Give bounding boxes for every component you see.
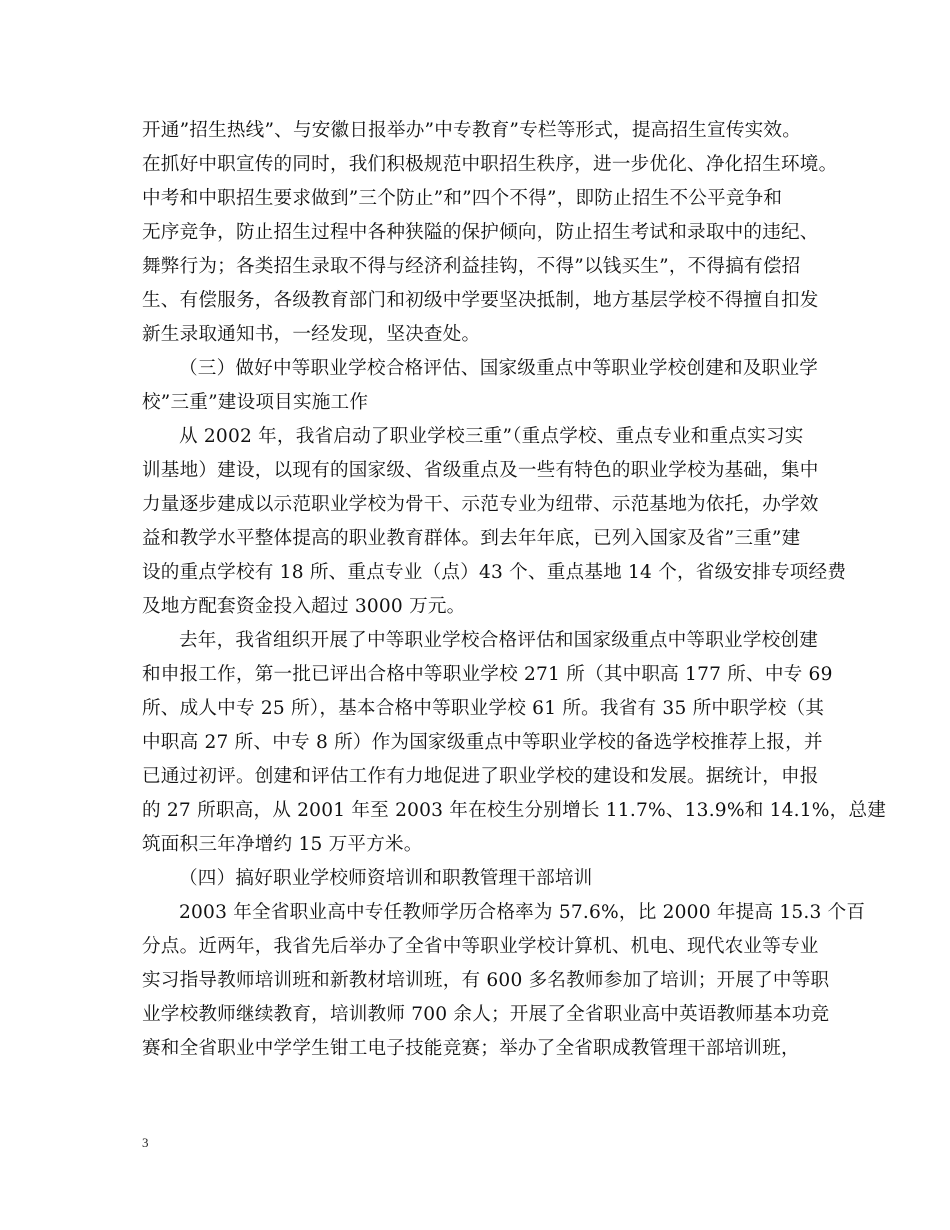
page-number: 3 xyxy=(142,1135,149,1150)
paragraph-line: 生、有偿服务，各级教育部门和初级中学要坚决抵制，地方基层学校不得擅自扣发 xyxy=(142,290,819,311)
paragraph-line: 训基地）建设，以现有的国家级、省级重点及一些有特色的职业学校为基础，集中 xyxy=(142,460,819,481)
paragraph-line: 已通过初评。创建和评估工作有力地促进了职业学校的建设和发展。据统计，申报 xyxy=(142,766,819,787)
paragraph-line: 从 2002 年，我省启动了职业学校三重”（重点学校、重点专业和重点实习实 xyxy=(179,426,804,447)
paragraph-line: 及地方配套资金投入超过 3000 万元。 xyxy=(142,596,466,617)
paragraph-line: 分点。近两年，我省先后举办了全省中等职业学校计算机、机电、现代农业等专业 xyxy=(142,936,819,957)
paragraph-line: 赛和全省职业中学学生钳工电子技能竞赛；举办了全省职成教管理干部培训班， xyxy=(142,1038,800,1059)
paragraph-line: 无序竞争，防止招生过程中各种狭隘的保护倾向，防止招生考试和录取中的违纪、 xyxy=(142,222,819,243)
paragraph-line: 新生录取通知书，一经发现，坚决查处。 xyxy=(142,324,481,345)
paragraph-line: 的 27 所职高，从 2001 年至 2003 年在校生分别增长 11.7%、13.9%和 14.1%，总建 xyxy=(142,800,887,821)
section-heading-3: （三）做好中等职业学校合格评估、国家级重点中等职业学校创建和及职业学 xyxy=(179,358,818,379)
paragraph-line: 去年，我省组织开展了中等职业学校合格评估和国家级重点中等职业学校创建 xyxy=(179,630,818,651)
paragraph-line: 在抓好中职宣传的同时，我们积极规范中职招生秩序，进一步优化、净化招生环境。 xyxy=(142,154,838,175)
paragraph-line: 舞弊行为；各类招生录取不得与经济利益挂钩，不得”以钱买生”，不得搞有偿招 xyxy=(142,256,801,277)
paragraph-line: 所、成人中专 25 所），基本合格中等职业学校 61 所。我省有 35 所中职学校（其 xyxy=(142,698,825,719)
paragraph-line: 实习指导教师培训班和新教材培训班，有 600 多名教师参加了培训；开展了中等职 xyxy=(142,970,830,991)
section-heading-4: （四）搞好职业学校师资培训和职教管理干部培训 xyxy=(179,868,593,889)
paragraph-line: 和申报工作，第一批已评出合格中等职业学校 271 所（其中职高 177 所、中专 69 xyxy=(142,664,833,685)
paragraph-line: 开通”招生热线”、与安徽日报举办”中专教育”专栏等形式，提高招生宣传实效。 xyxy=(142,120,802,141)
paragraph-line: 中职高 27 所、中专 8 所）作为国家级重点中等职业学校的备选学校推荐上报，并 xyxy=(142,732,823,753)
paragraph-line: 力量逐步建成以示范职业学校为骨干、示范专业为纽带、示范基地为依托，办学效 xyxy=(142,494,819,515)
paragraph-line: 中考和中职招生要求做到”三个防止”和”四个不得”，即防止招生不公平竞争和 xyxy=(142,188,783,209)
paragraph-line: 2003 年全省职业高中专任教师学历合格率为 57.6%，比 2000 年提高 15.3 个百 xyxy=(179,902,866,923)
paragraph-line: 益和教学水平整体提高的职业教育群体。到去年年底，已列入国家及省”三重”建 xyxy=(142,528,801,549)
paragraph-line: 业学校教师继续教育，培训教师 700 余人；开展了全省职业高中英语教师基本功竞 xyxy=(142,1004,830,1025)
section-heading-3-continued: 校”三重”建设项目实施工作 xyxy=(142,392,369,413)
paragraph-line: 筑面积三年净增约 15 万平方米。 xyxy=(142,834,423,855)
paragraph-line: 设的重点学校有 18 所、重点专业（点）43 个、重点基地 14 个，省级安排专项经费 xyxy=(142,562,847,583)
